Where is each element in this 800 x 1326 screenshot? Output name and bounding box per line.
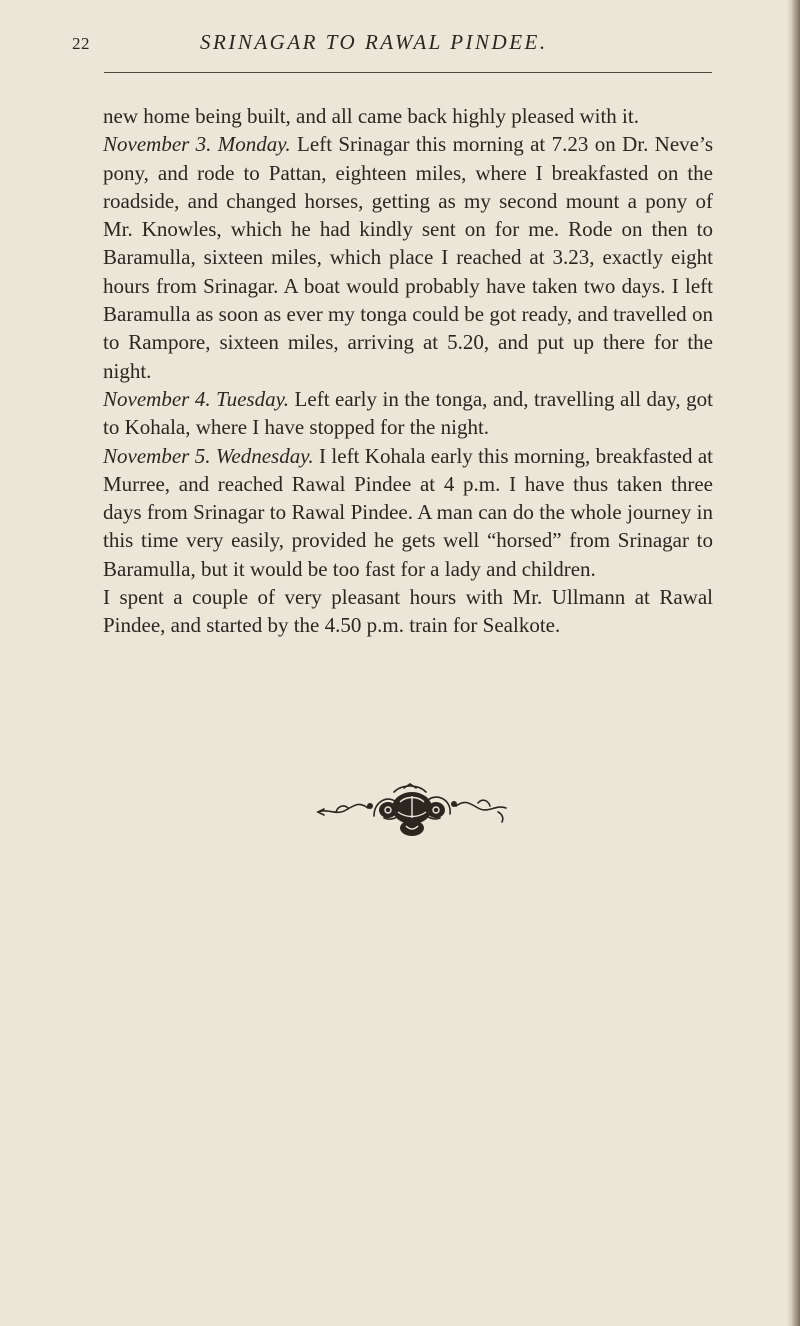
running-head: SRINAGAR TO RAWAL PINDEE. (200, 30, 548, 54)
entry-date: November 4. (103, 386, 211, 411)
paragraph-continuation (103, 102, 713, 130)
paragraph-closing (103, 583, 713, 640)
paragraph-november-3 (103, 130, 713, 385)
entry-day: Monday. (217, 132, 291, 157)
page-header (72, 30, 732, 60)
entry-day: Wednesday. (215, 443, 314, 468)
paragraph-november-5 (103, 442, 713, 583)
header-rule (104, 72, 712, 73)
paragraph-text: Left early in the tonga, and, travelling all day, got to Kohala, where I have stopped for the night. (103, 386, 714, 440)
paragraph-text: Left Srinagar this morning at 7.23 on Dr. Neve’s pony, and rode to Pattan, eighteen miles, where I breakfasted on the roadside, and changed horses, getting as my second mount a pony of Mr. Knowles, which he had kindly sent on for me. Rode on then to Baramulla, sixteen miles, which place I reached at 3.23, exactly eight hours from Srinagar. A boat would probably have taken two days. I left Baramulla as soon as ever my tonga could be got ready, and travelled on to Rampore, sixteen miles, arriving at 5.20, and put up there for the night. (103, 132, 714, 383)
paragraph-november-4 (103, 385, 713, 442)
entry-day: Tuesday. (216, 386, 290, 411)
body-text (103, 102, 713, 640)
paragraph-text: new home being built, and all came back highly pleased with it. (103, 104, 639, 128)
paragraph-text: I spent a couple of very pleasant hours with Mr. Ullmann at Rawal Pindee, and started by the 4.50 p.m. train for Sealkote. (103, 585, 713, 638)
page-number: 22 (72, 34, 90, 53)
entry-date: November 3. (103, 132, 212, 157)
entry-date: November 5. (103, 443, 211, 468)
paragraph-text: I left Kohala early this morning, breakfasted at Murree, and reached Rawal Pindee at 4 p.m. I have thus taken three days from Srinagar to Rawal Pindee. A man can do the whole journey in this time very easily, provided he gets well “horsed” from Srinagar to Baramulla, but it would be too fast for a lady and children. (103, 443, 714, 581)
floral-tailpiece-icon (314, 782, 510, 838)
page-edge-shadow (786, 0, 800, 1326)
